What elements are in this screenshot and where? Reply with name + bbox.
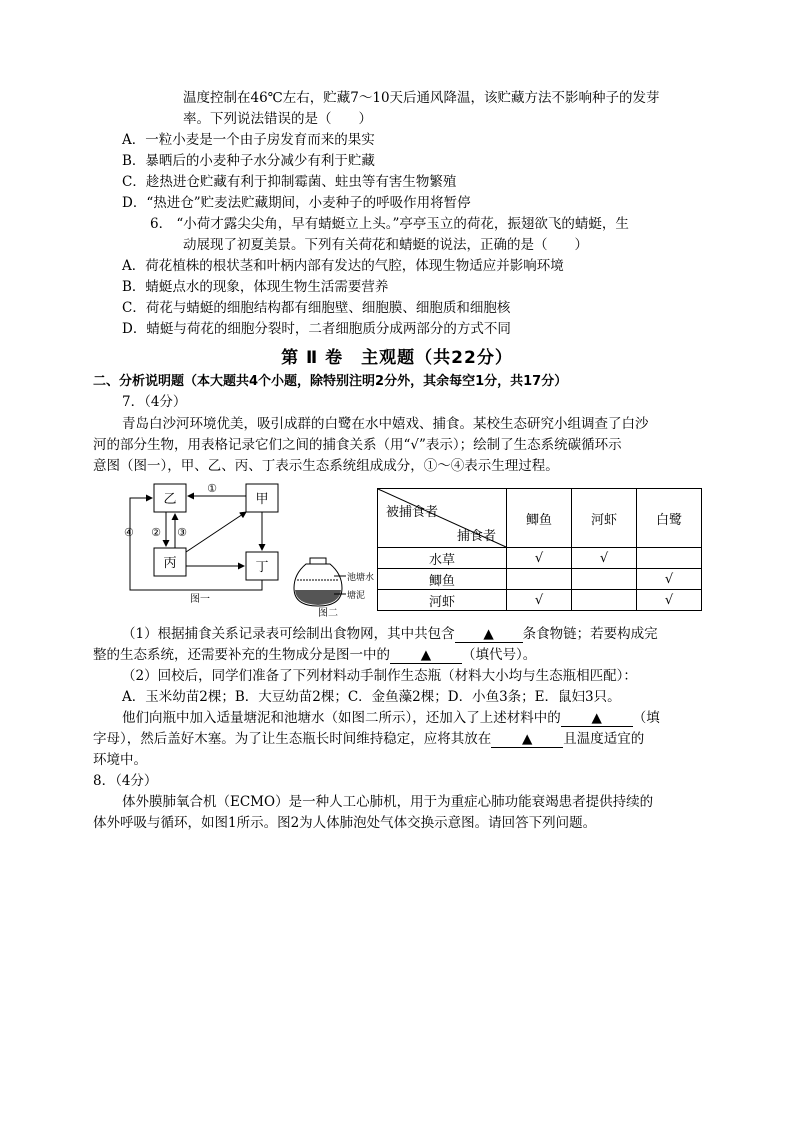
predation-table — [377, 488, 702, 611]
col-header: 白鹭 — [637, 489, 702, 548]
table-cell — [572, 590, 637, 611]
q7-s1-text-a: （1）根据捕食关系记录表可绘制出食物网，其中共包含 — [122, 626, 455, 642]
col-header: 河虾 — [572, 489, 637, 548]
table-row — [378, 548, 702, 569]
q7-para-line1: 青岛白沙河环境优美，吸引成群的白鹭在水中嬉戏、捕食。某校生态研究小组调查了白沙 — [122, 416, 649, 432]
section-heading: 二、分析说明题（本大题共4个小题，除特别注明2分外，其余每空1分，共17分） — [93, 374, 568, 389]
q7-s2-text-e: 字母），然后盖好木塞。为了让生态瓶长时间维持稳定，应将其放在 — [93, 731, 492, 747]
q7-s1-text-c: 整的生态系统，还需要补充的生物成分是图一中的 — [93, 647, 390, 663]
node-ding: 丁 — [255, 560, 269, 575]
q7-s2-line3 — [122, 708, 660, 728]
q7-s2-line1: （2）回校后，同学们准备了下列材料动手制作生态瓶（材料大小均与生态瓶相匹配）： — [122, 668, 637, 684]
node-bing: 丙 — [163, 556, 177, 571]
q7-s2-line4 — [93, 729, 644, 749]
figure1-caption: 图一 — [190, 594, 210, 605]
part-title: 第 Ⅱ 卷 主观题（共22分） — [281, 348, 513, 368]
header-prey: 被捕食者 — [386, 505, 439, 520]
label-mud: 塘泥 — [347, 591, 366, 601]
carbon-cycle-diagram — [120, 478, 375, 619]
q6-option-b: B．蜻蜓点水的现象，体现生物生活需要营养 — [122, 279, 389, 295]
q7-s2-materials: A．玉米幼苗2棵；B．大豆幼苗2棵；C．金鱼藻2棵；D．小鱼3条；E．鼠妇3只。 — [122, 689, 621, 705]
table-cell: √ — [572, 548, 637, 569]
figure2-caption: 图二 — [318, 608, 338, 619]
label-2: ② — [151, 526, 161, 539]
label-4: ④ — [124, 526, 134, 539]
col-header: 鲫鱼 — [507, 489, 572, 548]
q5-option-a: A．一粒小麦是一个由子房发育而来的果实 — [122, 132, 375, 148]
q7-s1-text-d: （填代号）。 — [462, 647, 537, 663]
q7-s1-line1 — [122, 624, 658, 644]
q6-option-d: D．蜻蜓与荷花的细胞分裂时，二者细胞质分成两部分的方式不同 — [122, 321, 511, 337]
row-header: 水草 — [378, 548, 507, 569]
label-1: ① — [207, 482, 217, 495]
q6-stem-line1: 6． “小荷才露尖尖角，早有蜻蜓立上头。”亭亭玉立的荷花，振翅欲飞的蜻蜓，生 — [150, 216, 629, 232]
q7-heading: 7．（4分） — [122, 394, 187, 410]
q6-stem-line2: 动展现了初夏美景。下列有关荷花和蜻蜓的说法，正确的是（ ） — [183, 237, 588, 253]
row-header: 鲫鱼 — [378, 569, 507, 590]
q8-heading: 8．（4分） — [93, 773, 158, 789]
q5-option-d: D．“热进仓”贮麦法贮藏期间，小麦种子的呼吸作用将暂停 — [122, 195, 471, 211]
label-3: ③ — [177, 526, 187, 539]
q7-s2-text-d: （填 — [632, 710, 660, 726]
table-cell — [637, 548, 702, 569]
q5-option-c: C．趁热进仓贮藏有利于抑制霉菌、蛀虫等有害生物繁殖 — [122, 174, 457, 190]
table-cell: √ — [507, 548, 572, 569]
header-predator: 捕食者 — [456, 529, 496, 544]
table-corner-header — [378, 489, 507, 548]
node-jia: 甲 — [255, 492, 269, 507]
q6-option-c: C．荷花与蜻蜓的细胞结构都有细胞壁、细胞膜、细胞质和细胞核 — [122, 300, 511, 316]
q7-s2-text-f: 且温度适宜的 — [563, 731, 645, 747]
q8-para-line1: 体外膜肺氧合机（ECMO）是一种人工心肺机，用于为重症心肺功能衰竭患者提供持续的 — [122, 794, 654, 810]
q7-para-line2: 河的部分生物，用表格记录它们之间的捕食关系（用“√”表示）；绘制了生态系统碳循环示 — [93, 437, 622, 453]
q8-para-line2: 体外呼吸与循环，如图1所示。图2为人体肺泡处气体交换示意图。请回答下列问题。 — [93, 815, 597, 831]
jar-cork — [310, 558, 326, 564]
q6-option-a: A．荷花植株的根状茎和叶柄内部有发达的气腔，体现生物适应并影响环境 — [122, 258, 564, 274]
table-cell: √ — [507, 590, 572, 611]
q7-s1-text-b: 条食物链；若要构成完 — [522, 626, 658, 642]
q5-stem-line2: 率。下列说法错误的是（ ） — [183, 111, 372, 127]
table-cell: √ — [637, 590, 702, 611]
table-cell — [507, 569, 572, 590]
label-pond-water: 池塘水 — [347, 573, 375, 583]
table-row — [378, 569, 702, 590]
q7-s2-line5: 环境中。 — [93, 752, 147, 768]
node-yi: 乙 — [163, 492, 177, 507]
answer-blank: ▲ — [390, 647, 462, 664]
q5-stem-line1: 温度控制在46℃左右，贮藏7～10天后通风降温，该贮藏方法不影响种子的发芽 — [183, 90, 660, 106]
q7-para-line3: 意图（图一），甲、乙、丙、丁表示生态系统组成成分，①～④表示生理过程。 — [93, 458, 559, 474]
table-cell — [572, 569, 637, 590]
table-row — [378, 590, 702, 611]
answer-blank: ▲ — [561, 710, 633, 727]
table-cell: √ — [637, 569, 702, 590]
q7-s1-line2 — [93, 645, 536, 665]
q5-option-b: B．暴晒后的小麦种子水分减少有利于贮藏 — [122, 153, 375, 169]
q7-s2-text-c: 他们向瓶中加入适量塘泥和池塘水（如图二所示），还加入了上述材料中的 — [122, 710, 561, 726]
answer-blank: ▲ — [455, 626, 523, 643]
answer-blank: ▲ — [491, 731, 563, 748]
row-header: 河虾 — [378, 590, 507, 611]
